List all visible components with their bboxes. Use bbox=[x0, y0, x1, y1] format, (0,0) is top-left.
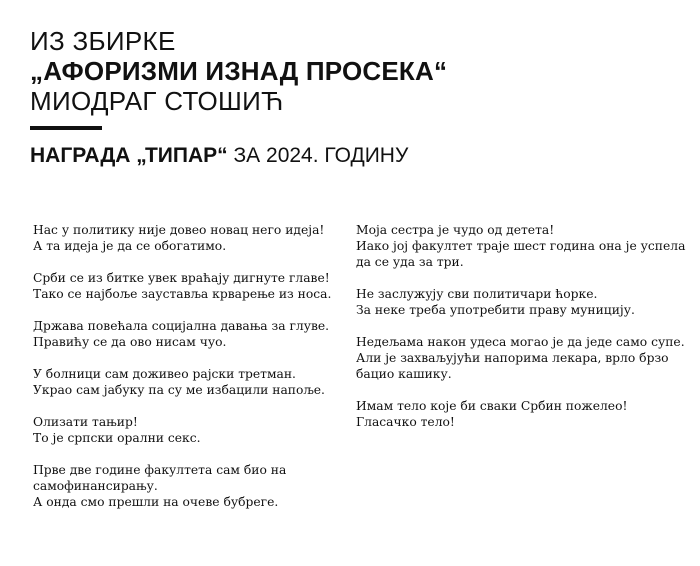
aphorisms-left-column bbox=[33, 222, 333, 526]
collection-title: „АФОРИЗМИ ИЗНАД ПРОСЕКА“ bbox=[30, 56, 448, 86]
award-heading bbox=[30, 143, 408, 169]
divider-rule bbox=[30, 126, 102, 130]
aphorism bbox=[33, 318, 333, 350]
aphorism bbox=[356, 334, 691, 382]
aphorism-line: бацио кашику. bbox=[356, 367, 452, 381]
aphorism bbox=[33, 462, 333, 510]
aphorism bbox=[356, 222, 691, 270]
author-name: МИОДРАГ СТОШИЋ bbox=[30, 86, 284, 116]
collection-label: ИЗ ЗБИРКЕ bbox=[30, 26, 176, 56]
aphorism-line: Држава повећала социјална давања за глуве. bbox=[33, 319, 330, 333]
aphorism-line: Гласачко тело! bbox=[356, 415, 455, 429]
aphorism-line: Правићу се да ово нисам чуо. bbox=[33, 335, 227, 349]
aphorism-line: У болници сам доживео рајски третман. bbox=[33, 367, 296, 381]
aphorism-line: А онда смо прешли на очеве бубреге. bbox=[33, 495, 279, 509]
aphorism bbox=[33, 366, 333, 398]
aphorism-line: Не заслужују сви политичари ћорке. bbox=[356, 287, 598, 301]
aphorism-line: Моја сестра је чудо од детета! bbox=[356, 223, 555, 237]
aphorisms-right-column bbox=[356, 222, 691, 446]
aphorism-line: Украо сам јабуку па су ме избацили напоље. bbox=[33, 383, 325, 397]
aphorism-line: За неке треба употребити праву муницију. bbox=[356, 303, 635, 317]
aphorism-line: Тако се најбоље зауставља крварење из носа. bbox=[33, 287, 332, 301]
aphorism-line: Срби се из битке увек враћају дигнуте главе! bbox=[33, 271, 330, 285]
award-year: ЗА 2024. ГОДИНУ bbox=[227, 144, 409, 167]
aphorism-line: Али је захваљујући напорима лекара, врло брзо bbox=[356, 351, 669, 365]
aphorism bbox=[33, 222, 333, 254]
aphorism bbox=[33, 414, 333, 446]
aphorism-line: То је српски орални секс. bbox=[33, 431, 201, 445]
aphorism-line: Нас у политику није довео новац него идеја! bbox=[33, 223, 325, 237]
aphorism-line: Имам тело које би сваки Србин пожелео! bbox=[356, 399, 628, 413]
aphorism bbox=[33, 270, 333, 302]
aphorism-line: самофинансирању. bbox=[33, 479, 158, 493]
aphorism-line: Недељама након удеса могао је да једе само супе. bbox=[356, 335, 685, 349]
aphorism-line: да се уда за три. bbox=[356, 255, 464, 269]
aphorism bbox=[356, 286, 691, 318]
aphorism-line: А та идеја је да се обогатимо. bbox=[33, 239, 227, 253]
aphorism-line: Прве две године факултета сам био на bbox=[33, 463, 287, 477]
award-name: НАГРАДА „ТИПАР“ bbox=[30, 144, 228, 167]
aphorism-line: Олизати тањир! bbox=[33, 415, 138, 429]
aphorism-line: Иако јој факултет траје шест година она је успела bbox=[356, 239, 686, 253]
aphorism bbox=[356, 398, 691, 430]
